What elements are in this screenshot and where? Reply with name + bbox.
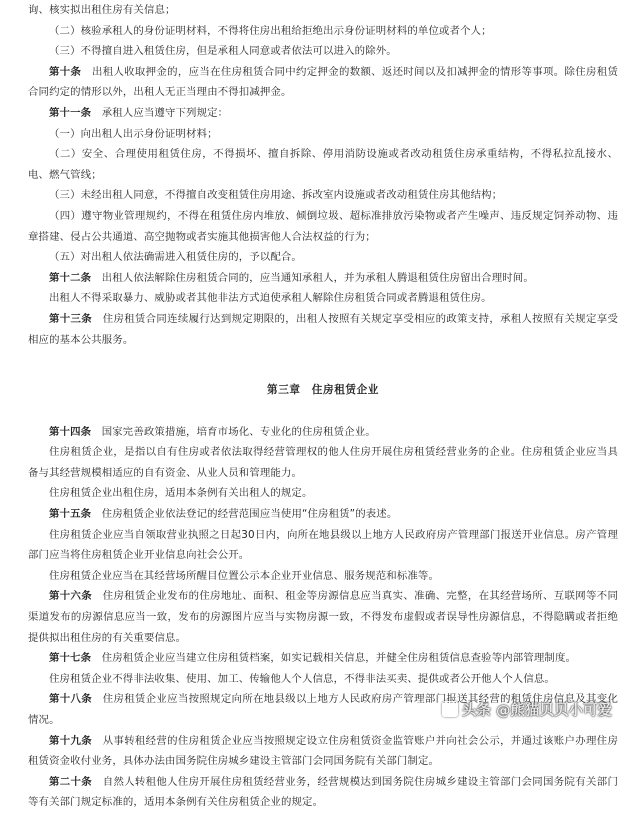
paragraph [28,525,618,566]
paragraph-text: 住房租赁企业发布的住房地址、面积、租金等房源信息应当真实、准确、完整，在其经营场所、互联网等不同渠道发布的房源信息应当一致，发布的房源图片应当与实物房源一致，不得发布虚假或者误导性房源信息，不得隐瞒或者拒绝提供拟出租住房的有关重要信息。 [28,590,618,644]
paragraph-text: （二）安全、合理使用租赁住房，不得损坏、擅自拆除、停用消防设施或者改动租赁住房承重结构，不得私拉乱接水、电、燃气管线； [28,148,618,181]
paragraph-text: 住房租赁企业应当自领取营业执照之日起30日内，向所在地县级以上地方人民政府房产管理部门报送开业信息。房产管理部门应当将住房租赁企业开业信息向社会公开。 [28,528,618,562]
toutiao-logo-icon [442,701,458,717]
article-number: 第十一条 [49,106,92,119]
paragraph [28,772,618,813]
paragraph [28,483,618,504]
paragraph [28,288,618,309]
article-number: 第十二条 [49,271,92,284]
article-number: 第十八条 [49,693,92,706]
paragraph [28,206,618,247]
paragraph [28,731,618,772]
paragraph-text: 出租人不得采取暴力、威胁或者其他非法方式迫使承租人解除住房租赁合同或者腾退租赁住房。 [49,292,492,305]
watermark [442,696,632,722]
article-number: 第十七条 [49,652,92,665]
paragraph [28,669,618,690]
article-number: 第十条 [49,65,82,78]
paragraph [28,247,618,268]
article-number: 第十四条 [49,425,92,438]
paragraph-text: 住房租赁企业依法登记的经营范围应当使用“住房租赁”的表述。 [101,508,398,521]
watermark-text: 头条 @熊猫贝贝小可爱 [462,702,613,719]
paragraph-text: 出租人收取押金的，应当在住房租赁合同中约定押金的数额、返还时间以及扣减押金的情形等事项。除住房租赁合同约定的情形以外，出租人无正当理由不得扣减押金。 [28,65,618,99]
paragraph [28,124,618,145]
paragraph-text: 住房租赁企业不得非法收集、使用、加工、传输他人个人信息，不得非法买卖、提供或者公开他人个人信息。 [49,672,555,685]
article-number: 第十六条 [49,590,92,603]
paragraph [28,586,618,648]
paragraph [28,422,618,443]
paragraph [28,504,618,525]
paragraph-text: 出租人依法解除住房租赁合同的，应当通知承租人，并为承租人腾退租赁住房留出合理时间。 [101,271,534,284]
paragraph [28,62,618,103]
paragraph [28,185,618,206]
paragraph-text: 国家完善政策措施，培育市场化、专业化的住房租赁企业。 [101,425,376,438]
paragraph [28,566,618,587]
paragraph [28,309,618,350]
paragraph [28,144,618,185]
paragraph-text: （二）核验承租人的身份证明材料，不得将住房出租给拒绝出示身份证明材料的单位或者个人； [49,24,492,37]
paragraph-text: 住房租赁企业，是指以自有住房或者依法取得经营管理权的他人住房开展住房租赁经营业务的企业。住房租赁企业应当具备与其经营规模相适应的自有资金、从业人员和管理能力。 [28,446,618,479]
paragraph [28,103,618,124]
section-before-chapter-three [28,0,618,350]
paragraph-text: （三）未经出租人同意，不得擅自改变租赁住房用途、拆改室内设施或者改动租赁住房其他结构； [49,189,503,202]
paragraph [28,41,618,62]
paragraph [28,648,618,669]
paragraph-text: （五）对出租人依法确需进入租赁住房的，予以配合。 [49,251,302,264]
paragraph-text: （一）向出租人出示身份证明材料； [49,127,218,140]
paragraph-text: 询、核实拟出租住房有关信息； [28,4,176,16]
paragraph [28,21,618,42]
paragraph-text: 从事转租经营的住房租赁企业应当按照规定设立住房租赁资金监管账户并向社会公示，并通过该账户办理住房租赁资金收付业务，具体办法由国务院住房城乡建设主管部门会同国务院有关部门制定。 [28,734,618,768]
paragraph-text: （四）遵守物业管理规约，不得在租赁住房内堆放、倾倒垃圾、超标准排放污染物或者产生噪声、违反规定饲养动物、违章搭建、侵占公共通道、高空抛物或者实施其他损害他人合法权益的行为； [28,209,618,243]
section-chapter-three [28,422,618,813]
chapter-title: 第三章 住房租赁企业 [267,384,379,397]
paragraph [28,442,618,483]
paragraph-text: 住房租赁企业应当在其经营场所醒目位置公示本企业开业信息、服务规范和标准等。 [49,569,439,582]
paragraph-text: 住房租赁合同连续履行达到规定期限的，出租人按照有关规定享受相应的政策支持，承租人按照有关规定享受相应的基本公共服务。 [28,312,618,346]
article-number: 第十三条 [49,312,92,325]
paragraph-text: 住房租赁企业出租住房，适用本条例有关出租人的规定。 [49,487,313,500]
paragraph-text: 住房租赁企业应当建立住房租赁档案，如实记载相关信息，并健全住房租赁信息查验等内部管理制度。 [101,652,577,665]
paragraph-text: 自然人转租他人住房开展住房租赁经营业务，经营规模达到国务院住房城乡建设主管部门会同国务院有关部门等有关部门规定标准的，适用本条例有关住房租赁企业的规定。 [28,775,618,809]
regulation-document [28,0,618,813]
paragraph-text: 承租人应当遵守下列规定： [101,106,229,119]
article-number: 第十九条 [49,734,92,747]
paragraph-text: 住房租赁企业应当按照规定向所在地县级以上地方人民政府房产管理部门报送其经营的租赁住房信息及其变化情况。 [28,693,618,726]
article-number: 第二十条 [49,775,92,788]
paragraph [28,0,618,21]
paragraph-text: （三）不得擅自进入租赁住房，但是承租人同意或者依法可以进入的除外。 [49,45,397,58]
paragraph [28,268,618,289]
article-number: 第十五条 [49,508,92,521]
